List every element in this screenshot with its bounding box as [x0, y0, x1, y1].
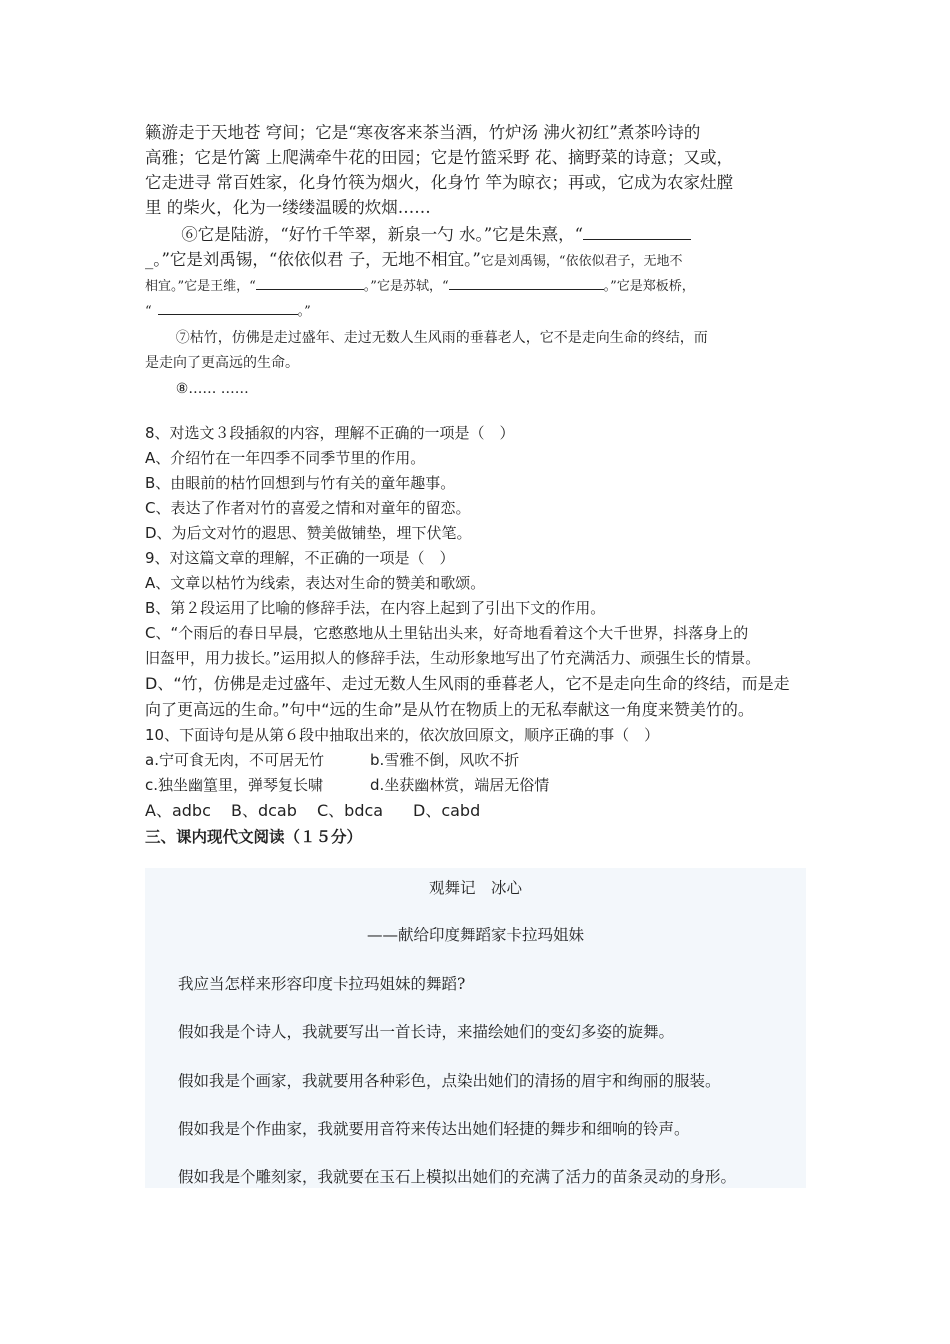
poem-row: [145, 748, 810, 773]
passage-paragraph: 假如我是个作曲家，我就要用音符来传达出她们轻捷的舞步和细响的铃声。: [178, 1120, 690, 1138]
text-line: 里 的柴火，化为一缕缕温暖的炊烟……: [145, 198, 431, 217]
option-b: B、第２段运用了比喻的修辞手法，在内容上起到了引出下文的作用。: [145, 599, 606, 617]
option-a: A、介绍竹在一年四季不同季节里的作用。: [145, 449, 426, 467]
answer-options: [145, 798, 810, 824]
fill-blank: [583, 223, 691, 241]
text-line: 籁游走于天地苍 穹间；它是“寒夜客来茶当酒，竹炉汤 沸火初红”煮茶吟诗的: [145, 123, 701, 142]
text-line: [145, 274, 810, 299]
passage-paragraph: 假如我是个诗人，我就要写出一首长诗，来描绘她们的变幻多姿的旋舞。: [178, 1023, 675, 1041]
question-9: [145, 546, 810, 723]
poem-row: [145, 773, 810, 798]
passage-paragraph: 假如我是个雕刻家，我就要在玉石上模拟出她们的充满了活力的苗条灵动的身形。: [178, 1168, 737, 1186]
text-line: ⑦枯竹，仿佛是走过盛年、走过无数人生风雨的垂暮老人，它不是走向生命的终结，而: [175, 330, 708, 346]
document-body: [145, 120, 810, 850]
fill-blank: [449, 276, 604, 290]
text-line: 它走进寻 常百姓家，化身竹筷为烟火，化身竹 竿为晾衣；再或，它成为农家灶膛: [145, 173, 733, 192]
option-c: C、“个雨后的春日早晨，它憨憨地从土里钻出头来，好奇地看着这个大千世界，抖落身上的: [145, 624, 749, 642]
paragraph-5: [145, 120, 810, 220]
poem-c: c.独坐幽篁里，弹琴复长啸: [145, 776, 324, 794]
option-a: A、文章以枯竹为线索，表达对生命的赞美和歌颂。: [145, 574, 486, 592]
text-line: [145, 247, 810, 274]
text-line: [145, 299, 810, 324]
option-d: D、“竹，仿佛是走过盛年、走过无数人生风雨的垂暮老人，它不是走向生命的终结，而是走: [145, 674, 790, 693]
question-10: [145, 723, 810, 824]
paragraph-6: [145, 222, 810, 324]
answer-option: B、dcab: [231, 801, 297, 820]
passage-title: 观舞记 冰心: [428, 879, 522, 897]
fill-blank: [158, 301, 298, 315]
text-segment: 它是刘禹锡，“依依似君子，无地不: [480, 254, 683, 269]
text-segment: “: [145, 304, 152, 319]
passage-box: [145, 868, 806, 1188]
paragraph-7: [145, 326, 810, 376]
text-segment: 。”: [297, 304, 311, 319]
question-stem: 10、下面诗句是从第６段中抽取出来的，依次放回原文，顺序正确的事（ ）: [145, 726, 660, 744]
answer-option: D、cabd: [413, 801, 481, 820]
text-line: [145, 222, 810, 247]
option-d: D、为后文对竹的遐思、赞美做铺垫，埋下伏笔。: [145, 524, 472, 542]
text-segment: 相宜。”它是王维，“: [145, 279, 256, 294]
passage-paragraph: 我应当怎样来形容印度卡拉玛姐妹的舞蹈?: [178, 975, 466, 993]
question-stem: 8、对选文３段插叙的内容，理解不正确的一项是（ ）: [145, 424, 515, 442]
text-segment: 。”它是苏轼，“: [363, 279, 449, 294]
fill-blank: [256, 276, 364, 290]
option-c-cont: 旧盔甲，用力拔长。”运用拟人的修辞手法，生动形象地写出了竹充满活力、顽强生长的情景。: [145, 649, 761, 667]
option-d-cont: 向了更高远的生命。”句中“远的生命”是从竹在物质上的无私奉献这一角度来赞美竹的。: [145, 700, 754, 719]
question-8: [145, 421, 810, 546]
section-title: 三、课内现代文阅读（１５分）: [145, 828, 363, 846]
option-b: B、由眼前的枯竹回想到与竹有关的童年趣事。: [145, 474, 456, 492]
text-segment: ⑥它是陆游，“好竹千竿翠，新泉一勺 水。”它是朱熹，“: [181, 225, 584, 244]
answer-option: C、bdca: [317, 801, 384, 820]
poem-a: a.宁可食无肉，不可居无竹: [145, 751, 324, 769]
passage-paragraph: 假如我是个画家，我就要用各种彩色，点染出她们的清扬的眉宇和绚丽的服装。: [178, 1072, 721, 1090]
passage-subtitle: ——献给印度舞蹈家卡拉玛姐妹: [366, 926, 584, 944]
text-segment: _。”它是刘禹锡，“依依似君 子，无地不相宜。”: [145, 250, 481, 269]
answer-option: A、adbc: [145, 801, 211, 820]
paragraph-8: ⑧…… ……: [175, 381, 249, 397]
text-segment: 。”它是郑板桥，: [603, 279, 695, 294]
option-c: C、表达了作者对竹的喜爱之情和对童年的留恋。: [145, 499, 471, 517]
poem-b: b.雪雅不倒，风吹不折: [370, 751, 520, 769]
poem-d: d.坐获幽林赏，端居无俗情: [370, 776, 550, 794]
text-line: 是走向了更高远的生命。: [145, 355, 299, 371]
text-line: 高雅；它是竹篱 上爬满牵牛花的田园；它是竹篮采野 花、摘野菜的诗意；又或，: [145, 148, 733, 167]
question-stem: 9、对这篇文章的理解，不正确的一项是（ ）: [145, 549, 455, 567]
